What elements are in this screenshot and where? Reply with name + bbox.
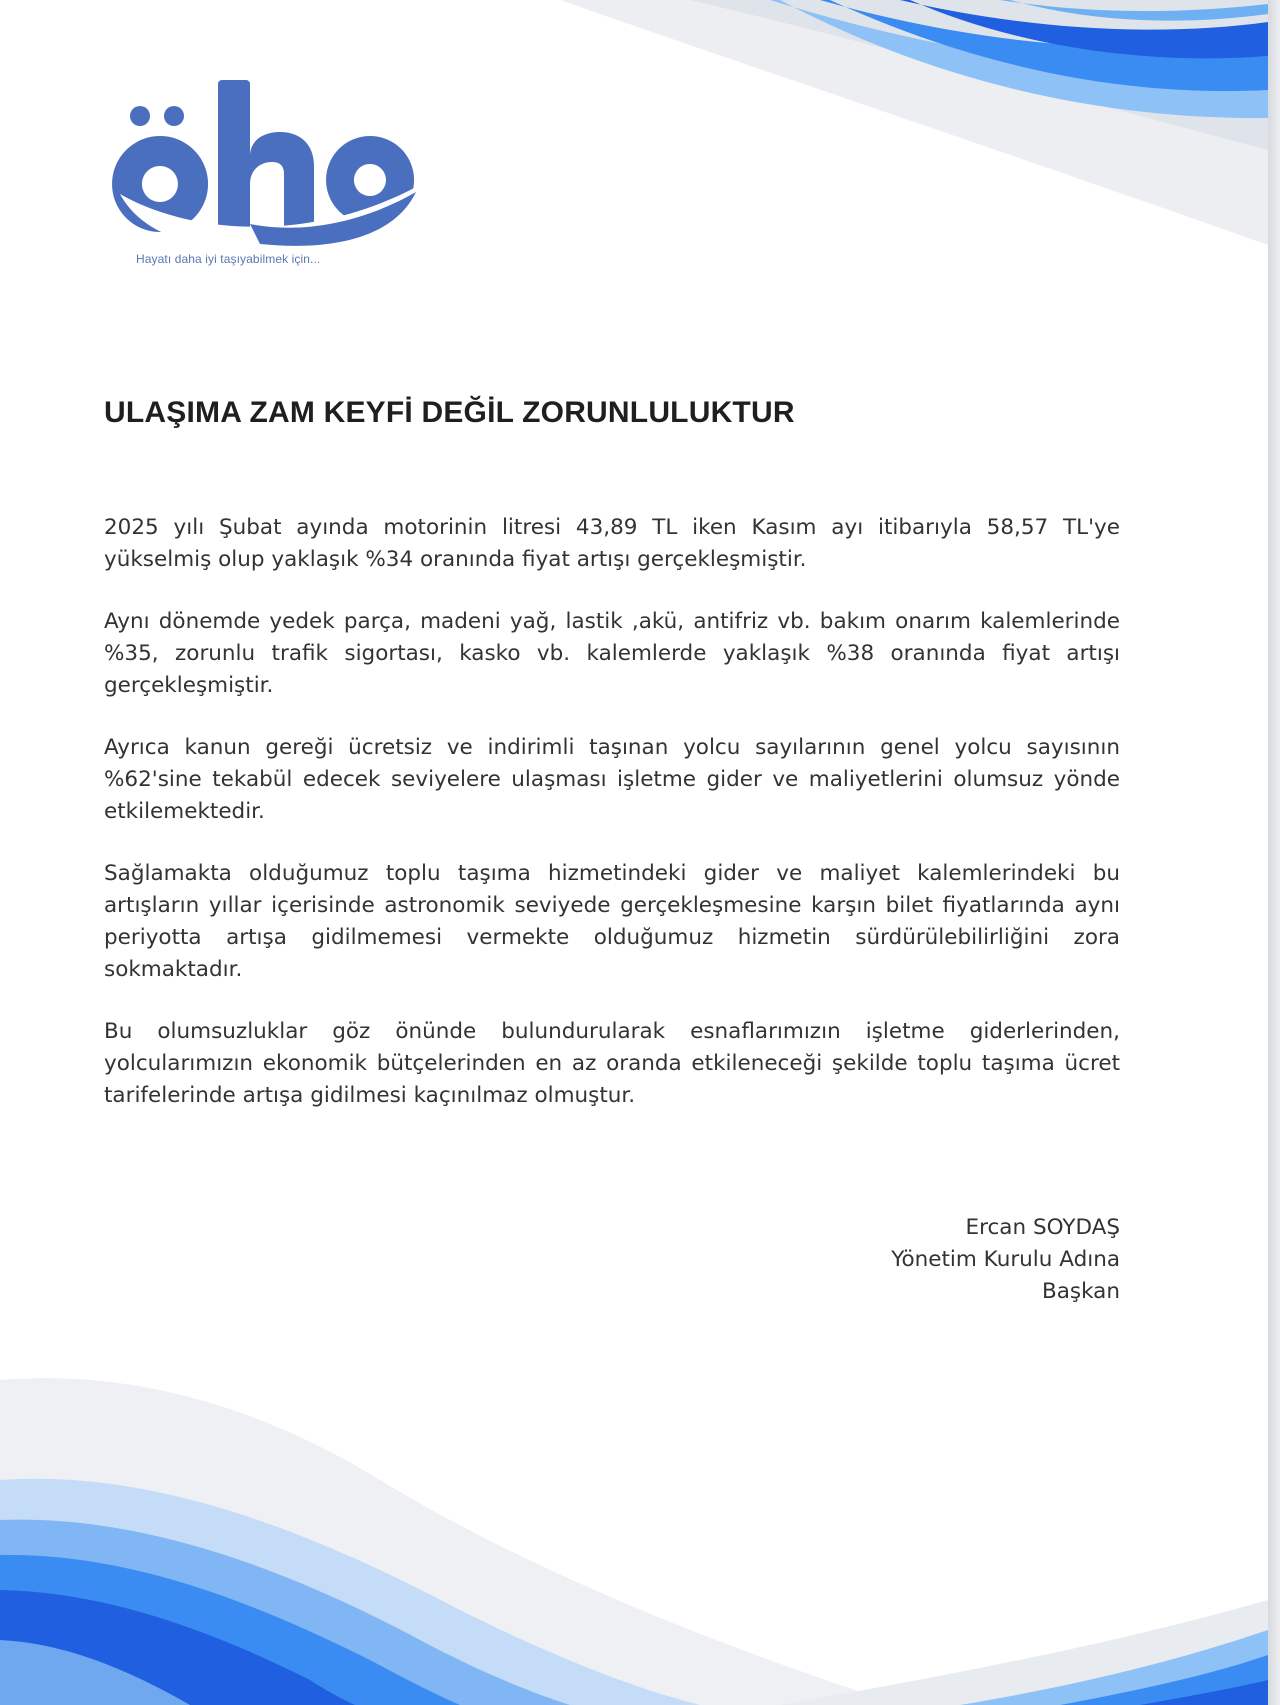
page-edge-shadow bbox=[1268, 0, 1280, 1705]
brand-tagline: Hayatı daha iyi taşıyabilmek için... bbox=[136, 252, 321, 266]
body-paragraph: 2025 yılı Şubat ayında motorinin litresi 43,89 TL iken Kasım ayı itibarıyla 58,57 TL'ye yükselmiş olup yaklaşık %34 oranında fiyat artışı gerçekleşmiştir. bbox=[104, 515, 1120, 572]
document-title: ULAŞIMA ZAM KEYFİ DEĞİL ZORUNLULUKTUR bbox=[104, 396, 795, 429]
body-paragraph: Bu olumsuzluklar göz önünde bulundurularak esnaflarımızın işletme giderlerinden, yolcularımızın ekonomik bütçelerinden en az oranda etkileneceği şekilde toplu taşıma ücret tarifelerinde artışa gidilmesi kaçınılmaz olmuştur. bbox=[104, 1019, 1120, 1108]
body-paragraph: Sağlamakta olduğumuz toplu taşıma hizmetindeki gider ve maliyet kalemlerindeki bu artışların yıllar içerisinde astronomik seviyede gerçekleşmesine karşın bilet fiyatlarında aynı periyotta artışa gidilmemesi vermekte olduğumuz hizmetin sürdürülebilirliğini zora sokmaktadır. bbox=[104, 861, 1120, 982]
signatory-name: Ercan SOYDAŞ bbox=[965, 1215, 1120, 1240]
body-paragraph: Aynı dönemde yedek parça, madeni yağ, lastik ,akü, antifriz vb. bakım onarım kalemlerinde %35, zorunlu trafik sigortası, kasko vb. kalemlerde yaklaşık %38 oranında fiyat artışı gerçekleşmiştir. bbox=[104, 609, 1120, 698]
body-paragraph: Ayrıca kanun gereği ücretsiz ve indirimli taşınan yolcu sayılarının genel yolcu sayısının %62'sine tekabül edecek seviyelere ulaşması işletme gider ve maliyetlerini olumsuz yönde etkilemektedir. bbox=[104, 735, 1120, 824]
document-body bbox=[104, 512, 1120, 1142]
signature-block bbox=[760, 1212, 1120, 1308]
signatory-role: Başkan bbox=[1041, 1279, 1120, 1304]
signatory-on-behalf: Yönetim Kurulu Adına bbox=[891, 1247, 1120, 1272]
company-logo bbox=[100, 74, 430, 274]
